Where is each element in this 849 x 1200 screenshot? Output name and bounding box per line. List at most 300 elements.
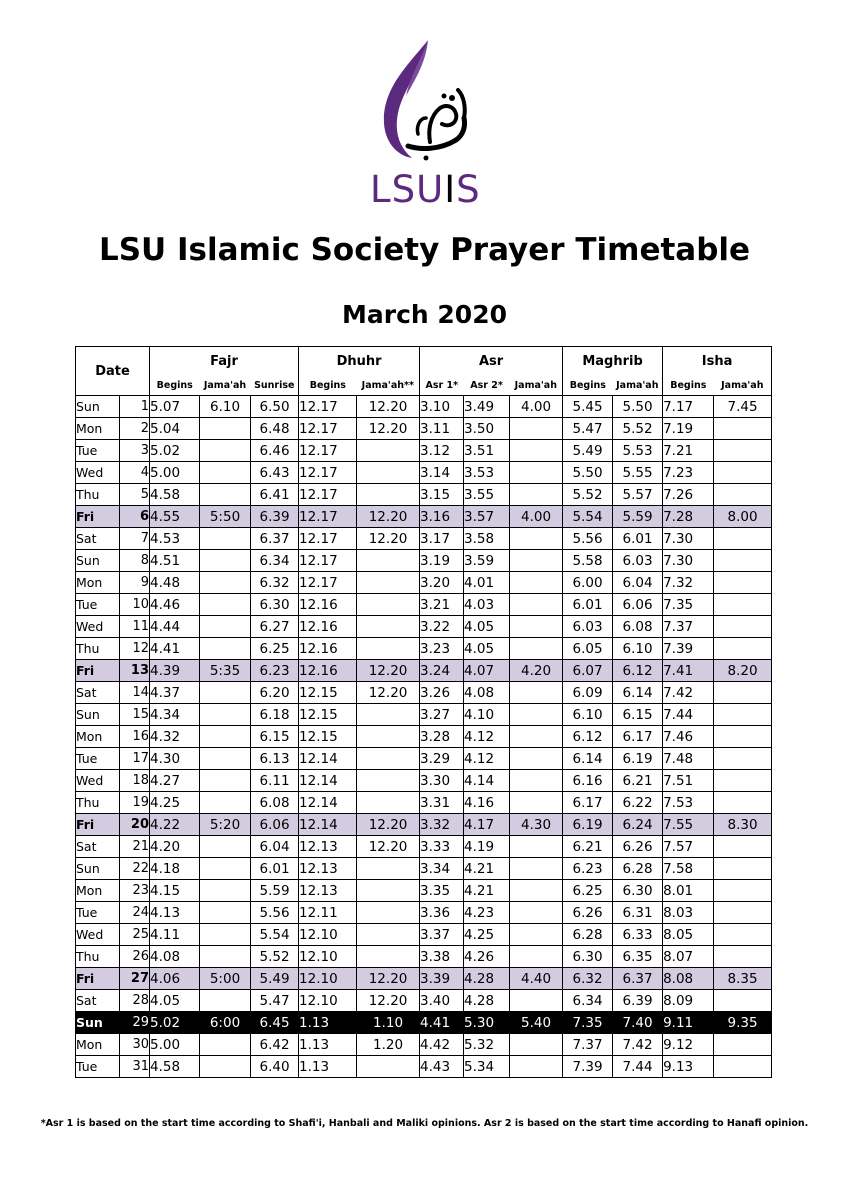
day-cell: Thu	[76, 792, 120, 814]
dhuhr-begins-cell: 12.17	[299, 440, 357, 462]
fajr-jamaah-cell	[200, 462, 251, 484]
isha-jamaah-cell: 8.20	[714, 660, 772, 682]
maghrib-jamaah-cell: 6.04	[613, 572, 663, 594]
isha-begins-cell: 7.26	[663, 484, 714, 506]
asr-jamaah-cell	[510, 726, 563, 748]
table-row	[76, 902, 772, 924]
date-cell: 5	[120, 484, 150, 506]
asr-jamaah-cell	[510, 704, 563, 726]
dhuhr-jamaah-cell: 12.20	[357, 836, 420, 858]
maghrib-begins-cell: 6.03	[563, 616, 613, 638]
asr2-cell: 3.55	[464, 484, 510, 506]
maghrib-jamaah-cell: 6.10	[613, 638, 663, 660]
dhuhr-jamaah-cell: 12.20	[357, 968, 420, 990]
asr-jamaah-cell	[510, 528, 563, 550]
asr2-cell: 3.50	[464, 418, 510, 440]
date-cell: 1	[120, 396, 150, 418]
isha-begins-cell: 9.12	[663, 1034, 714, 1056]
maghrib-begins-cell: 7.35	[563, 1012, 613, 1034]
dhuhr-begins-cell: 12.11	[299, 902, 357, 924]
day-cell: Tue	[76, 440, 120, 462]
asr-jamaah-cell	[510, 1034, 563, 1056]
fajr-jamaah-cell	[200, 836, 251, 858]
day-cell: Tue	[76, 1056, 120, 1078]
table-row	[76, 1034, 772, 1056]
asr2-cell: 4.16	[464, 792, 510, 814]
sunrise-cell: 6.08	[251, 792, 299, 814]
isha-jamaah-cell	[714, 528, 772, 550]
fajr-jamaah-cell	[200, 902, 251, 924]
sunrise-cell: 6.46	[251, 440, 299, 462]
page-title: LSU Islamic Society Prayer Timetable	[98, 232, 751, 268]
maghrib-jamaah-cell: 5.52	[613, 418, 663, 440]
date-cell: 15	[120, 704, 150, 726]
day-cell: Tue	[76, 902, 120, 924]
maghrib-jamaah-cell: 6.28	[613, 858, 663, 880]
dhuhr-jamaah-cell	[357, 946, 420, 968]
isha-jamaah-cell	[714, 572, 772, 594]
fajr-jamaah-cell	[200, 616, 251, 638]
asr1-cell: 3.39	[420, 968, 464, 990]
fajr-begins-cell: 5.07	[150, 396, 200, 418]
dhuhr-jamaah-cell	[357, 462, 420, 484]
asr2-cell: 4.28	[464, 990, 510, 1012]
asr1-cell: 3.23	[420, 638, 464, 660]
date-cell: 19	[120, 792, 150, 814]
maghrib-jamaah-cell: 5.53	[613, 440, 663, 462]
asr-jamaah-cell	[510, 682, 563, 704]
isha-begins-cell: 8.05	[663, 924, 714, 946]
dhuhr-begins-cell: 12.13	[299, 880, 357, 902]
maghrib-begins-cell: 6.05	[563, 638, 613, 660]
isha-jamaah-cell	[714, 440, 772, 462]
date-cell: 21	[120, 836, 150, 858]
maghrib-begins-cell: 5.58	[563, 550, 613, 572]
maghrib-begins-cell: 5.45	[563, 396, 613, 418]
dhuhr-jamaah-cell	[357, 770, 420, 792]
maghrib-jamaah-cell: 5.57	[613, 484, 663, 506]
isha-begins-cell: 7.42	[663, 682, 714, 704]
asr-jamaah-cell	[510, 792, 563, 814]
asr2-cell: 5.30	[464, 1012, 510, 1034]
dhuhr-begins-cell: 12.16	[299, 594, 357, 616]
maghrib-jamaah-cell: 6.35	[613, 946, 663, 968]
date-cell: 10	[120, 594, 150, 616]
isha-begins-cell: 7.28	[663, 506, 714, 528]
sunrise-cell: 6.50	[251, 396, 299, 418]
maghrib-begins-cell: 5.47	[563, 418, 613, 440]
maghrib-jamaah-cell: 6.37	[613, 968, 663, 990]
asr2-cell: 4.23	[464, 902, 510, 924]
asr2-cell: 4.08	[464, 682, 510, 704]
isha-jamaah-cell: 9.35	[714, 1012, 772, 1034]
maghrib-begins-cell: 6.23	[563, 858, 613, 880]
asr1-cell: 3.24	[420, 660, 464, 682]
maghrib-jamaah-cell: 6.17	[613, 726, 663, 748]
asr2-cell: 3.57	[464, 506, 510, 528]
day-cell: Fri	[76, 814, 120, 836]
date-cell: 14	[120, 682, 150, 704]
dhuhr-begins-cell: 12.14	[299, 770, 357, 792]
asr-header: Asr	[420, 347, 563, 376]
dhuhr-jamaah-cell	[357, 902, 420, 924]
maghrib-jamaah-cell: 6.33	[613, 924, 663, 946]
isha-jamaah-cell	[714, 484, 772, 506]
dhuhr-jamaah-cell	[357, 858, 420, 880]
date-cell: 25	[120, 924, 150, 946]
dhuhr-begins-cell: 12.13	[299, 836, 357, 858]
lsuis-logo	[370, 38, 480, 213]
asr-jamaah-cell	[510, 594, 563, 616]
dhuhr-begins-cell: 12.15	[299, 704, 357, 726]
isha-begins-cell: 8.07	[663, 946, 714, 968]
isha-jamaah-cell	[714, 946, 772, 968]
maghrib-jamaah-cell: 6.21	[613, 770, 663, 792]
table-row	[76, 616, 772, 638]
fajr-begins-cell: 5.02	[150, 1012, 200, 1034]
maghrib-jamaah-cell: 6.22	[613, 792, 663, 814]
day-cell: Sat	[76, 528, 120, 550]
dhuhr-begins-cell: 12.17	[299, 528, 357, 550]
dhuhr-jamaah-cell: 12.20	[357, 814, 420, 836]
day-cell: Fri	[76, 506, 120, 528]
day-cell: Tue	[76, 594, 120, 616]
isha-begins-cell: 9.11	[663, 1012, 714, 1034]
dhuhr-begins-cell: 12.17	[299, 572, 357, 594]
fajr-begins-cell: 4.08	[150, 946, 200, 968]
day-cell: Sat	[76, 682, 120, 704]
asr1-cell: 3.31	[420, 792, 464, 814]
asr2-cell: 4.05	[464, 616, 510, 638]
page-subtitle: March 2020	[342, 300, 507, 329]
asr2-cell: 4.14	[464, 770, 510, 792]
fajr-begins-cell: 5.04	[150, 418, 200, 440]
asr2-cell: 3.53	[464, 462, 510, 484]
fajr-jamaah-cell: 5:20	[200, 814, 251, 836]
asr-jamaah-cell	[510, 858, 563, 880]
dhuhr-begins-cell: 12.10	[299, 946, 357, 968]
table-row	[76, 1012, 772, 1034]
asr2-cell: 4.17	[464, 814, 510, 836]
day-cell: Fri	[76, 968, 120, 990]
fajr-jamaah-cell	[200, 572, 251, 594]
isha-jamaah-cell	[714, 770, 772, 792]
maghrib-jamaah-cell: 6.39	[613, 990, 663, 1012]
maghrib-begins-cell: 6.12	[563, 726, 613, 748]
date-cell: 8	[120, 550, 150, 572]
date-cell: 27	[120, 968, 150, 990]
dhuhr-begins-cell: 12.17	[299, 484, 357, 506]
dhuhr-jamaah-cell: 12.20	[357, 682, 420, 704]
isha-jamaah-cell	[714, 858, 772, 880]
isha-begins-cell: 9.13	[663, 1056, 714, 1078]
table-row	[76, 990, 772, 1012]
asr1-cell: 3.30	[420, 770, 464, 792]
fajr-begins-cell: 4.18	[150, 858, 200, 880]
sunrise-cell: 5.47	[251, 990, 299, 1012]
fajr-jamaah-cell: 6:00	[200, 1012, 251, 1034]
sunrise-cell: 5.52	[251, 946, 299, 968]
table-row	[76, 858, 772, 880]
sunrise-header: Sunrise	[251, 375, 299, 396]
asr1-cell: 4.43	[420, 1056, 464, 1078]
date-header: Date	[76, 347, 150, 396]
day-cell: Mon	[76, 1034, 120, 1056]
day-cell: Sun	[76, 550, 120, 572]
day-cell: Thu	[76, 638, 120, 660]
footnote: *Asr 1 is based on the start time according to Shafi'i, Hanbali and Maliki opinions. Asr 2 is based on the start time according to Hanafi opinion.	[40, 1118, 809, 1129]
asr2-cell: 4.10	[464, 704, 510, 726]
dhuhr-jamaah-cell: 12.20	[357, 396, 420, 418]
fajr-jamaah-cell	[200, 726, 251, 748]
asr1-cell: 4.42	[420, 1034, 464, 1056]
sunrise-cell: 6.34	[251, 550, 299, 572]
isha-jamaah-cell: 8.00	[714, 506, 772, 528]
day-cell: Fri	[76, 660, 120, 682]
fajr-jamaah-cell	[200, 946, 251, 968]
day-cell: Mon	[76, 418, 120, 440]
dhuhr-begins-cell: 12.16	[299, 638, 357, 660]
fajr-jamaah-cell	[200, 594, 251, 616]
table-row	[76, 968, 772, 990]
dhuhr-begins-cell: 12.14	[299, 792, 357, 814]
asr1-cell: 3.37	[420, 924, 464, 946]
day-cell: Wed	[76, 770, 120, 792]
maghrib-begins-cell: 6.30	[563, 946, 613, 968]
fajr-jamaah-cell	[200, 440, 251, 462]
isha-begins-cell: 8.03	[663, 902, 714, 924]
crescent-calligraphy-icon	[370, 38, 480, 173]
isha-begins-cell: 7.44	[663, 704, 714, 726]
asr1-cell: 3.16	[420, 506, 464, 528]
maghrib-begins-cell: 5.54	[563, 506, 613, 528]
table-row	[76, 528, 772, 550]
dhuhr-jamaah-cell: 12.20	[357, 506, 420, 528]
isha-jamaah-cell	[714, 682, 772, 704]
fajr-jamaah-cell	[200, 638, 251, 660]
asr1-cell: 3.32	[420, 814, 464, 836]
fajr-begins-cell: 4.25	[150, 792, 200, 814]
fajr-begins-cell: 5.02	[150, 440, 200, 462]
day-cell: Sat	[76, 990, 120, 1012]
maghrib-jamaah-header: Jama'ah	[613, 375, 663, 396]
maghrib-jamaah-cell: 6.15	[613, 704, 663, 726]
fajr-jamaah-cell	[200, 528, 251, 550]
asr1-cell: 3.19	[420, 550, 464, 572]
isha-begins-cell: 7.23	[663, 462, 714, 484]
fajr-begins-cell: 4.32	[150, 726, 200, 748]
maghrib-jamaah-cell: 6.31	[613, 902, 663, 924]
asr1-cell: 3.12	[420, 440, 464, 462]
fajr-jamaah-cell	[200, 990, 251, 1012]
maghrib-jamaah-cell: 6.30	[613, 880, 663, 902]
asr2-cell: 3.59	[464, 550, 510, 572]
isha-begins-cell: 8.09	[663, 990, 714, 1012]
table-row	[76, 1056, 772, 1078]
dhuhr-jamaah-cell	[357, 726, 420, 748]
sunrise-cell: 5.54	[251, 924, 299, 946]
date-cell: 24	[120, 902, 150, 924]
asr2-cell: 3.49	[464, 396, 510, 418]
isha-begins-cell: 7.51	[663, 770, 714, 792]
asr-jamaah-cell	[510, 990, 563, 1012]
maghrib-begins-cell: 5.50	[563, 462, 613, 484]
date-cell: 6	[120, 506, 150, 528]
day-cell: Sun	[76, 704, 120, 726]
asr-jamaah-cell: 4.00	[510, 506, 563, 528]
dhuhr-jamaah-cell: 12.20	[357, 660, 420, 682]
asr1-cell: 3.21	[420, 594, 464, 616]
dhuhr-begins-cell: 12.16	[299, 616, 357, 638]
date-cell: 17	[120, 748, 150, 770]
day-cell: Thu	[76, 946, 120, 968]
date-cell: 11	[120, 616, 150, 638]
fajr-header: Fajr	[150, 347, 299, 376]
day-cell: Thu	[76, 484, 120, 506]
isha-jamaah-cell	[714, 836, 772, 858]
maghrib-begins-cell: 6.25	[563, 880, 613, 902]
asr1-cell: 3.40	[420, 990, 464, 1012]
fajr-begins-cell: 4.39	[150, 660, 200, 682]
isha-begins-cell: 7.48	[663, 748, 714, 770]
dhuhr-jamaah-cell	[357, 440, 420, 462]
group-header-row	[76, 347, 772, 376]
maghrib-jamaah-cell: 5.59	[613, 506, 663, 528]
asr-jamaah-cell	[510, 440, 563, 462]
sunrise-cell: 6.39	[251, 506, 299, 528]
table-row	[76, 814, 772, 836]
dhuhr-jamaah-cell: 1.20	[357, 1034, 420, 1056]
isha-jamaah-cell	[714, 726, 772, 748]
sunrise-cell: 6.01	[251, 858, 299, 880]
dhuhr-jamaah-cell	[357, 880, 420, 902]
fajr-begins-cell: 4.34	[150, 704, 200, 726]
table-row	[76, 462, 772, 484]
dhuhr-jamaah-cell	[357, 1056, 420, 1078]
table-row	[76, 506, 772, 528]
asr-jamaah-header: Jama'ah	[510, 375, 563, 396]
dhuhr-jamaah-cell: 12.20	[357, 528, 420, 550]
sunrise-cell: 6.15	[251, 726, 299, 748]
date-cell: 4	[120, 462, 150, 484]
fajr-begins-cell: 4.30	[150, 748, 200, 770]
asr2-cell: 4.26	[464, 946, 510, 968]
sunrise-cell: 6.06	[251, 814, 299, 836]
sunrise-cell: 6.30	[251, 594, 299, 616]
maghrib-header: Maghrib	[563, 347, 663, 376]
isha-jamaah-cell: 7.45	[714, 396, 772, 418]
date-cell: 26	[120, 946, 150, 968]
date-cell: 29	[120, 1012, 150, 1034]
isha-jamaah-cell	[714, 990, 772, 1012]
day-cell: Sun	[76, 858, 120, 880]
asr2-cell: 4.05	[464, 638, 510, 660]
dhuhr-begins-cell: 1.13	[299, 1012, 357, 1034]
asr1-cell: 3.29	[420, 748, 464, 770]
isha-jamaah-cell: 8.35	[714, 968, 772, 990]
sunrise-cell: 5.59	[251, 880, 299, 902]
maghrib-begins-cell: 5.52	[563, 484, 613, 506]
asr2-cell: 3.51	[464, 440, 510, 462]
asr1-cell: 3.15	[420, 484, 464, 506]
sunrise-cell: 6.11	[251, 770, 299, 792]
asr1-cell: 3.11	[420, 418, 464, 440]
fajr-begins-cell: 4.55	[150, 506, 200, 528]
asr1-cell: 3.20	[420, 572, 464, 594]
maghrib-begins-header: Begins	[563, 375, 613, 396]
fajr-begins-cell: 4.06	[150, 968, 200, 990]
day-cell: Sun	[76, 1012, 120, 1034]
dhuhr-begins-cell: 1.13	[299, 1056, 357, 1078]
maghrib-jamaah-cell: 6.06	[613, 594, 663, 616]
isha-header: Isha	[663, 347, 772, 376]
maghrib-jamaah-cell: 5.55	[613, 462, 663, 484]
table-row	[76, 880, 772, 902]
isha-begins-cell: 7.58	[663, 858, 714, 880]
asr2-cell: 4.28	[464, 968, 510, 990]
maghrib-jamaah-cell: 7.42	[613, 1034, 663, 1056]
asr-jamaah-cell	[510, 902, 563, 924]
maghrib-begins-cell: 6.28	[563, 924, 613, 946]
asr-jamaah-cell	[510, 748, 563, 770]
date-cell: 2	[120, 418, 150, 440]
maghrib-begins-cell: 6.10	[563, 704, 613, 726]
table-row	[76, 550, 772, 572]
dhuhr-jamaah-cell: 12.20	[357, 990, 420, 1012]
fajr-jamaah-cell	[200, 682, 251, 704]
dhuhr-begins-cell: 12.10	[299, 990, 357, 1012]
asr-jamaah-cell	[510, 550, 563, 572]
table-row	[76, 792, 772, 814]
fajr-begins-cell: 4.20	[150, 836, 200, 858]
isha-jamaah-cell	[714, 462, 772, 484]
dhuhr-begins-cell: 1.13	[299, 1034, 357, 1056]
fajr-begins-cell: 4.58	[150, 484, 200, 506]
asr1-cell: 3.33	[420, 836, 464, 858]
table-row	[76, 638, 772, 660]
fajr-jamaah-cell	[200, 1034, 251, 1056]
asr1-cell: 3.28	[420, 726, 464, 748]
fajr-jamaah-cell	[200, 418, 251, 440]
fajr-begins-cell: 4.51	[150, 550, 200, 572]
table-row	[76, 594, 772, 616]
asr1-cell: 3.35	[420, 880, 464, 902]
isha-begins-cell: 7.19	[663, 418, 714, 440]
fajr-jamaah-cell	[200, 924, 251, 946]
date-cell: 13	[120, 660, 150, 682]
isha-jamaah-cell	[714, 880, 772, 902]
isha-jamaah-cell	[714, 924, 772, 946]
fajr-begins-cell: 4.48	[150, 572, 200, 594]
sunrise-cell: 6.40	[251, 1056, 299, 1078]
isha-jamaah-header: Jama'ah	[714, 375, 772, 396]
dhuhr-jamaah-cell	[357, 704, 420, 726]
dhuhr-begins-cell: 12.17	[299, 550, 357, 572]
isha-begins-cell: 7.30	[663, 528, 714, 550]
subheader-row	[76, 375, 772, 396]
fajr-begins-cell: 4.15	[150, 880, 200, 902]
maghrib-jamaah-cell: 5.50	[613, 396, 663, 418]
fajr-jamaah-cell	[200, 550, 251, 572]
asr2-cell: 4.12	[464, 748, 510, 770]
asr2-cell: 4.25	[464, 924, 510, 946]
asr1-cell: 3.38	[420, 946, 464, 968]
table-row	[76, 726, 772, 748]
maghrib-jamaah-cell: 7.44	[613, 1056, 663, 1078]
isha-begins-cell: 7.37	[663, 616, 714, 638]
asr1-cell: 4.41	[420, 1012, 464, 1034]
dhuhr-jamaah-cell	[357, 792, 420, 814]
